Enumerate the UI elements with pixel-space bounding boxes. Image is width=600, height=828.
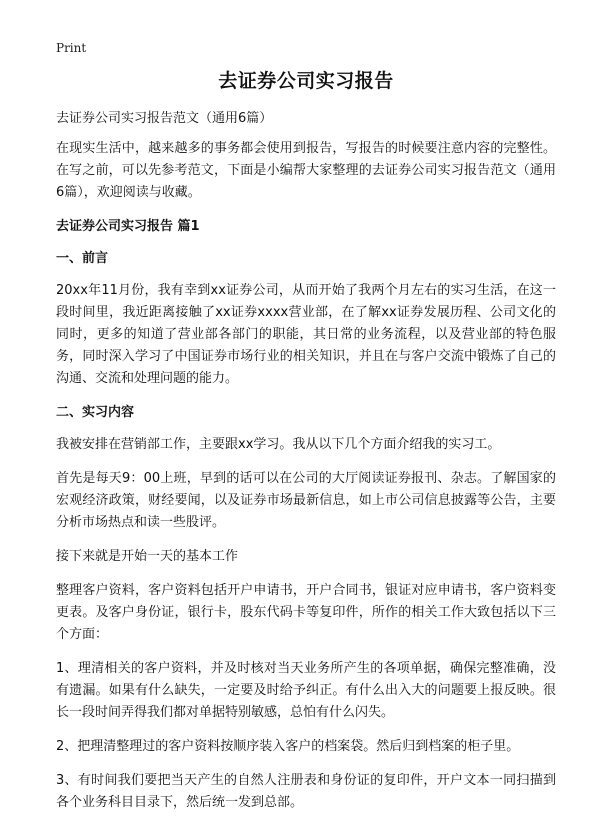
heading-internship-content: 二、实习内容 bbox=[56, 405, 135, 420]
print-link[interactable]: Print bbox=[56, 41, 87, 55]
paragraph-preface: 20xx年11月份，我有幸到xx证券公司，从而开始了我两个月左右的实习生活，在这一段时间里，我近距离接触了xx证券xxxx营业部，在了解xx证券发展历程、公司文化的同时，更多的知道了营业部各部门的职能，其日常的业务流程，以及营业部的特色服务，同时深入学习了中国证券市场行业的相关知识，并且在与客户交流中锻炼了自己的沟通、交流和处理问题的能力。 bbox=[56, 283, 556, 386]
paragraph-daily-work: 接下来就是开始一天的基本工作 bbox=[56, 549, 239, 564]
paragraph-task-2: 2、把理清整理过的客户资料按顺序装入客户的档案袋。然后归到档案的柜子里。 bbox=[56, 739, 520, 754]
heading-preface: 一、前言 bbox=[56, 251, 109, 266]
section-title: 去证券公司实习报告 篇1 bbox=[56, 219, 200, 234]
paragraph-task-1: 1、理清相关的客户资料，并及时核对当天业务所产生的各项单据，确保完整准确，没有遗漏。如果有什么缺失，一定要及时给予纠正。有什么出入大的问题要上报反映。很长一段时间弄得我们都对单据特别敏感，总怕有什么闪失。 bbox=[56, 661, 556, 720]
paragraph-client-files: 整理客户资料，客户资料包括开户申请书，开户合同书，银证对应申请书，客户资料变更表。及客户身份证，银行卡，股东代码卡等复印件，所作的相关工作大致包括以下三个方面： bbox=[56, 583, 556, 642]
document-subtitle: 去证券公司实习报告范文（通用6篇） bbox=[56, 111, 273, 126]
paragraph-task-3: 3、有时间我们要把当天产生的自然人注册表和身份证的复印件，开户文本一同扫描到各个业务科目目录下，然后统一发到总部。 bbox=[56, 773, 556, 810]
paragraph-morning-routine: 首先是每天9：00上班，早到的话可以在公司的大厅阅读证券报刊、杂志。了解国家的宏观经济政策，财经要闻，以及证券市场最新信息，如上市公司信息披露等公告，主要分析市场热点和读一些股评。 bbox=[56, 471, 556, 530]
intro-paragraph: 在现实生活中，越来越多的事务都会使用到报告，写报告的时候要注意内容的完整性。在写之前，可以先参考范文，下面是小编帮大家整理的去证券公司实习报告范文（通用6篇），欢迎阅读与收藏。 bbox=[56, 141, 556, 200]
page-title: 去证券公司实习报告 bbox=[218, 70, 394, 92]
paragraph-assignment: 我被安排在营销部工作，主要跟xx学习。我从以下几个方面介绍我的实习工。 bbox=[56, 437, 501, 452]
